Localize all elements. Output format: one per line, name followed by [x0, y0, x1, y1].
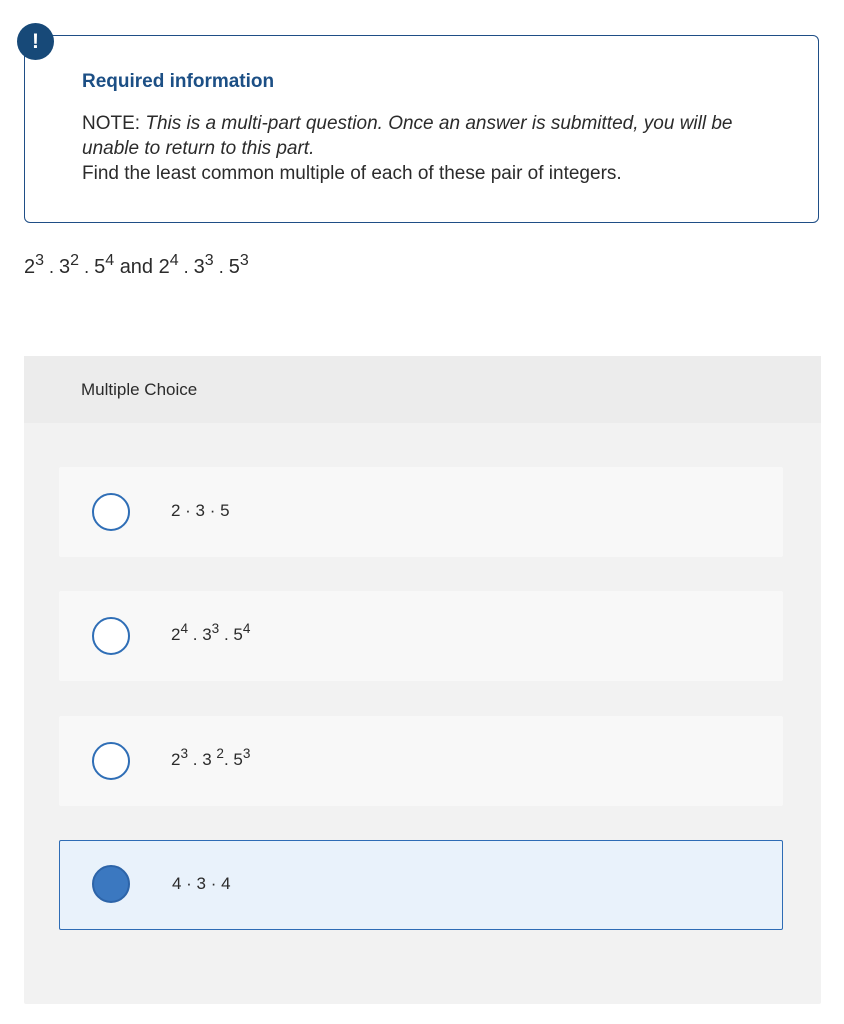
answer-option-2[interactable]: [59, 591, 783, 681]
radio-button[interactable]: [92, 617, 130, 655]
note-label: NOTE:: [82, 113, 141, 134]
option-label: $2^4$ . $3^3$ . $5^4$: [171, 621, 251, 644]
multiple-choice-panel: [24, 356, 821, 1004]
radio-button[interactable]: [92, 493, 130, 531]
option-label: 4 · 3 · 4: [172, 874, 231, 893]
required-info-heading: Required information: [82, 71, 275, 92]
radio-button[interactable]: [92, 742, 130, 780]
answer-option-3[interactable]: [59, 716, 783, 806]
info-note: [82, 111, 772, 186]
multiple-choice-header: [24, 356, 821, 423]
multiple-choice-title: Multiple Choice: [81, 380, 198, 399]
alert-icon: !: [17, 23, 54, 60]
option-label: $2^3$ . 3 $^2$. $5^3$: [171, 746, 251, 769]
note-text: This is a multi-part question. Once an answer is submitted, you will be unable to return to this part.: [82, 113, 733, 159]
question-expression: $2^3$ . $3^2$ . $5^4$ and $2^4$ . $3^3$ . $5^3$: [24, 252, 249, 278]
radio-button-selected[interactable]: [92, 865, 130, 903]
instruction-text: Find the least common multiple of each of these pair of integers.: [82, 163, 622, 184]
answer-option-4[interactable]: [59, 840, 783, 930]
question-joiner: and: [119, 256, 154, 278]
option-label: 2 · 3 · 5: [171, 501, 230, 520]
answer-option-1[interactable]: [59, 467, 783, 557]
